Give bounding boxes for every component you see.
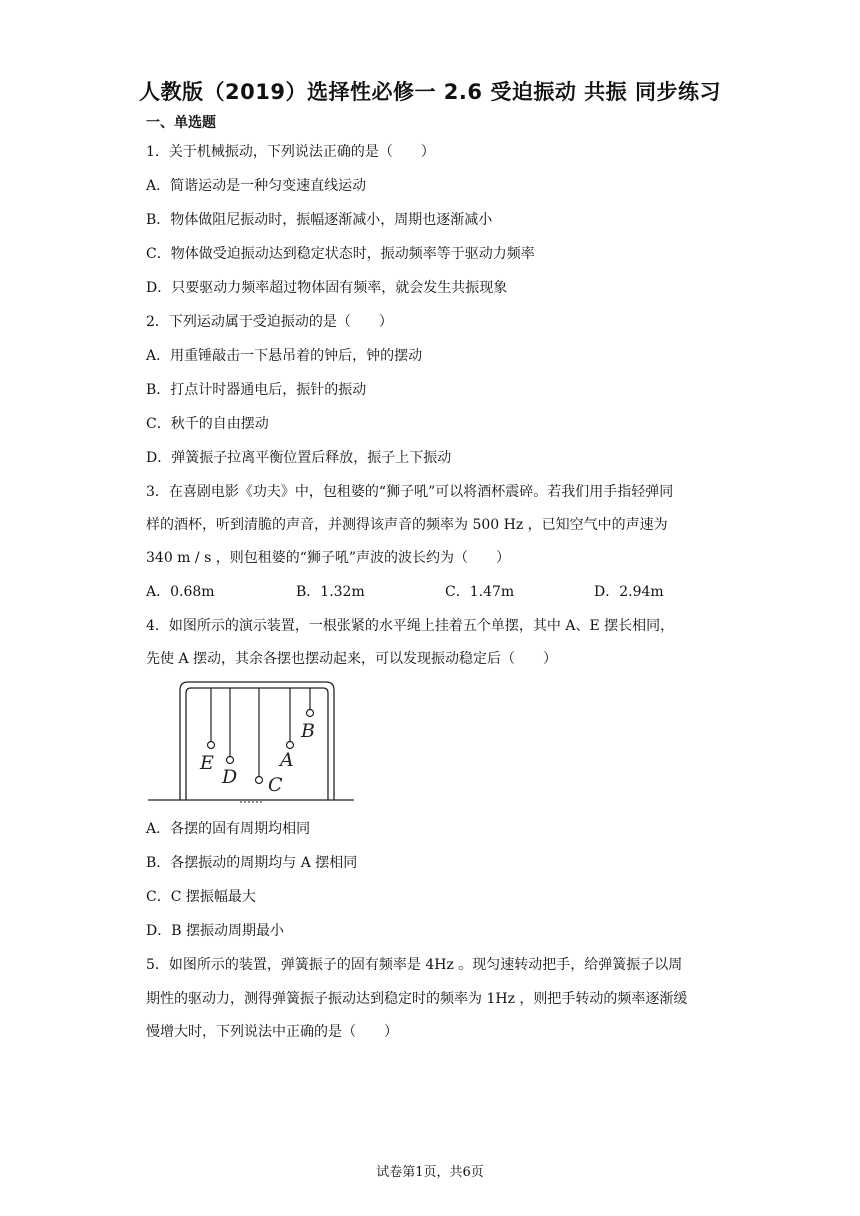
q1-option-c: C．物体做受迫振动达到稳定状态时，振动频率等于驱动力频率 (146, 246, 535, 262)
q3-option-c: C．1.47m (445, 584, 515, 600)
q5-stem-line2: 期性的驱动力，测得弹簧振子振动达到稳定时的频率为 1Hz ，则把手转动的频率逐渐缓 (146, 991, 688, 1007)
exam-title: 人教版（2019）选择性必修一 2.6 受迫振动 共振 同步练习 (139, 80, 721, 104)
q3-stem-line2: 样的酒杯，听到清脆的声音，并测得该声音的频率为 500 Hz ，已知空气中的声速为 (146, 517, 668, 533)
q3-stem-line1: 3．在喜剧电影《功夫》中，包租婆的“狮子吼”可以将酒杯震碎。若我们用手指轻弹同 (146, 484, 674, 500)
pendulum-a (287, 688, 294, 749)
q5-stem-line3: 慢增大时，下列说法中正确的是（ ） (146, 1024, 398, 1040)
q2-option-d: D．弹簧振子拉离平衡位置后释放，振子上下振动 (146, 450, 452, 466)
section-heading: 一、单选题 (146, 115, 216, 131)
q4-option-c: C．C 摆振幅最大 (146, 889, 256, 905)
pendulum-b (307, 688, 314, 717)
q1-option-b: B．物体做阻尼振动时，振幅逐渐减小，周期也逐渐减小 (146, 212, 493, 228)
q4-stem-line1: 4．如图所示的演示装置，一根张紧的水平绳上挂着五个单摆，其中 A、E 摆长相同， (146, 618, 675, 634)
label-e: E (200, 752, 214, 774)
pendulum-d (227, 688, 234, 764)
q1-option-a: A．简谐运动是一种匀变速直线运动 (146, 178, 367, 194)
q2-stem: 2．下列运动属于受迫振动的是（ ） (146, 314, 393, 330)
label-a: A (280, 749, 294, 771)
q2-option-c: C．秋千的自由摆动 (146, 416, 269, 432)
pendulum-c (256, 688, 263, 784)
q1-option-d: D．只要驱动力频率超过物体固有频率，就会发生共振现象 (146, 280, 508, 296)
q3-option-b: B．1.32m (296, 584, 365, 600)
page-footer: 试卷第1页，共6页 (376, 1165, 484, 1180)
q3-stem-line3: 340 m / s ，则包租婆的“狮子吼”声波的波长约为（ ） (146, 550, 511, 566)
q4-option-d: D．B 摆振动周期最小 (146, 923, 284, 939)
q4-option-a: A．各摆的固有周期均相同 (146, 821, 311, 837)
label-b: B (301, 720, 315, 742)
q1-stem: 1．关于机械振动，下列说法正确的是（ ） (146, 144, 435, 160)
label-d: D (222, 766, 238, 788)
q2-option-a: A．用重锤敲击一下悬吊着的钟后，钟的摆动 (146, 348, 423, 364)
pendulum-e (208, 688, 215, 749)
q4-option-b: B．各摆振动的周期均与 A 摆相同 (146, 855, 358, 871)
label-c: C (268, 774, 283, 796)
q3-option-a: A．0.68m (146, 584, 215, 600)
pendulum-apparatus-figure (146, 676, 358, 806)
q2-option-b: B．打点计时器通电后，振针的振动 (146, 382, 367, 398)
q5-stem-line1: 5．如图所示的装置，弹簧振子的固有频率是 4Hz 。现匀速转动把手，给弹簧振子以周 (146, 957, 683, 973)
q3-option-d: D．2.94m (594, 584, 664, 600)
q4-stem-line2: 先使 A 摆动，其余各摆也摆动起来，可以发现振动稳定后（ ） (146, 651, 558, 667)
